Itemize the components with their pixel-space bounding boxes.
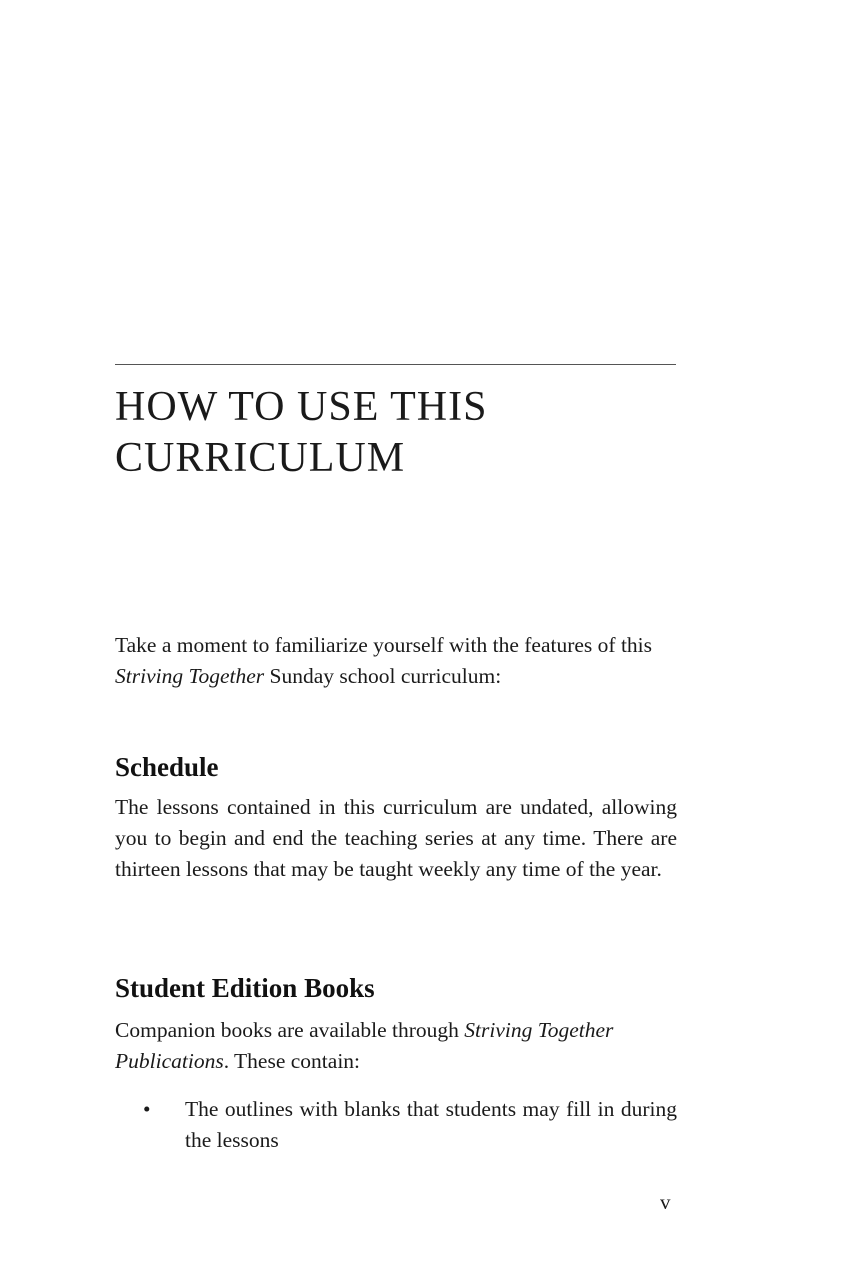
list-item — [115, 1094, 677, 1156]
intro-text-before: Take a moment to familiarize yourself with the features of this — [115, 633, 653, 657]
student-edition-paragraph — [115, 1015, 677, 1077]
page-title-line-1: HOW TO USE THIS — [115, 384, 488, 430]
student-edition-heading: Student Edition Books — [115, 973, 375, 1003]
title-rule — [115, 364, 676, 365]
schedule-heading: Schedule — [115, 752, 219, 782]
page-number: v — [660, 1190, 671, 1214]
student-edition-bullet-list — [115, 1094, 677, 1156]
schedule-paragraph: The lessons contained in this curriculum are undated, allowing you to begin and end the teaching series at any time. There are thirteen lessons that may be taught weekly any time of the year. — [115, 795, 677, 881]
bullet-icon: • — [143, 1097, 151, 1121]
intro-text-after: Sunday school curriculum: — [264, 664, 502, 688]
intro-italic-title: Striving Together — [115, 664, 265, 688]
list-item-text: The outlines with blanks that students may fill in during the lessons — [185, 1097, 677, 1152]
student-text-after: . These contain: — [223, 1049, 361, 1073]
student-italic-publisher: Striving Together Publications — [115, 1018, 614, 1073]
page-title — [115, 382, 685, 484]
student-text-before: Companion books are available through — [115, 1018, 465, 1042]
intro-paragraph — [115, 630, 677, 692]
page-title-line-2: CURRICULUM — [115, 435, 406, 481]
